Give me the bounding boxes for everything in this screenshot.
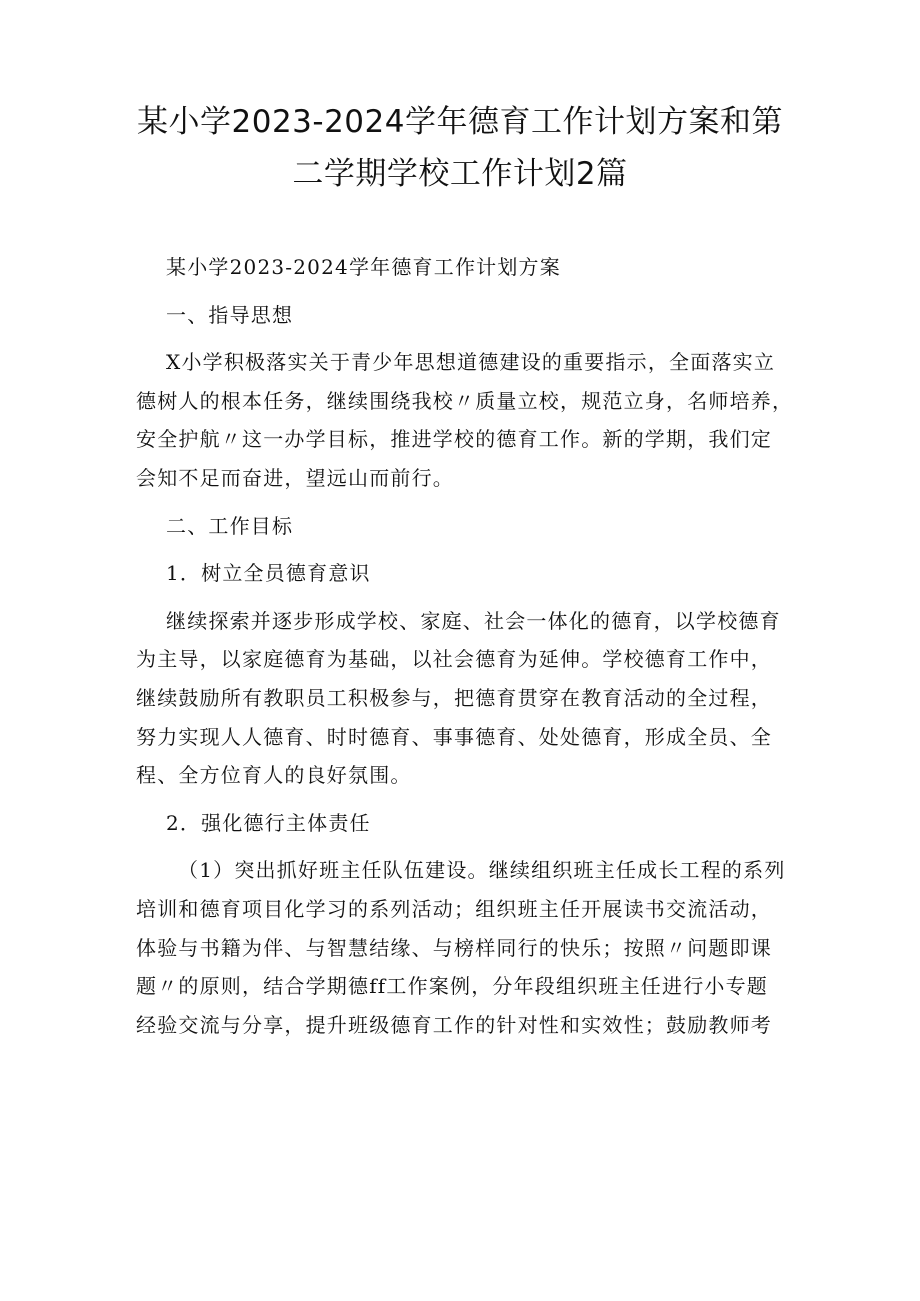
paragraph-responsibility xyxy=(136,851,792,1044)
section-subtitle: 某小学2023-2024学年德育工作计划方案 xyxy=(166,255,561,279)
paragraph-line: 经验交流与分享，提升班级德育工作的针对性和实效性；鼓励教师考 xyxy=(136,1012,772,1037)
paragraph-line: 为主导，以家庭德育为基础，以社会德育为延伸。学校德育工作中， xyxy=(136,647,772,672)
paragraph-line: 德树人的根本任务，继续围绕我校〃质量立校，规范立身，名师培养， xyxy=(136,388,794,413)
paragraph-line: 会知不足而奋进，望远山而前行。 xyxy=(136,465,454,490)
subheading-responsibility: 2．强化德行主体责任 xyxy=(166,810,371,835)
subheading-moral-awareness: 1．树立全员德育意识 xyxy=(166,561,371,586)
title-line-2: 二学期学校工作计划2篇 xyxy=(292,156,628,192)
paragraph-line: 继续探索并逐步形成学校、家庭、社会一体化的德育，以学校德育 xyxy=(166,608,781,633)
heading-guiding-ideology: 一、指导思想 xyxy=(166,302,294,327)
paragraph-line: X小学积极落实关于青少年思想道德建设的重要指示，全面落实立 xyxy=(166,350,776,375)
paragraph-line: 体验与书籍为伴、与智慧结缘、与榜样同行的快乐；按照〃问题即课 xyxy=(136,935,772,960)
paragraph-guiding-ideology xyxy=(136,343,792,497)
paragraph-moral-awareness xyxy=(136,602,792,795)
paragraph-line: 培训和德育项目化学习的系列活动；组织班主任开展读书交流活动， xyxy=(136,896,772,921)
paragraph-line: （1）突出抓好班主任队伍建设。继续组织班主任成长工程的系列 xyxy=(178,858,786,883)
document-title xyxy=(0,96,920,200)
heading-work-goals: 二、工作目标 xyxy=(166,513,294,538)
paragraph-line: 安全护航〃这一办学目标，推进学校的德育工作。新的学期，我们定 xyxy=(136,427,772,452)
title-line-1: 某小学2023-2024学年德育工作计划方案和第 xyxy=(137,104,783,140)
paragraph-line: 努力实现人人德育、时时德育、事事德育、处处德育，形成全员、全 xyxy=(136,724,772,749)
document-body xyxy=(136,248,792,1053)
paragraph-line: 继续鼓励所有教职员工积极参与，把德育贯穿在教育活动的全过程， xyxy=(136,685,772,710)
paragraph-line: 题〃的原则，结合学期德ff工作案例，分年段组织班主任进行小专题 xyxy=(136,974,769,999)
paragraph-line: 程、全方位育人的良好氛围。 xyxy=(136,763,412,788)
